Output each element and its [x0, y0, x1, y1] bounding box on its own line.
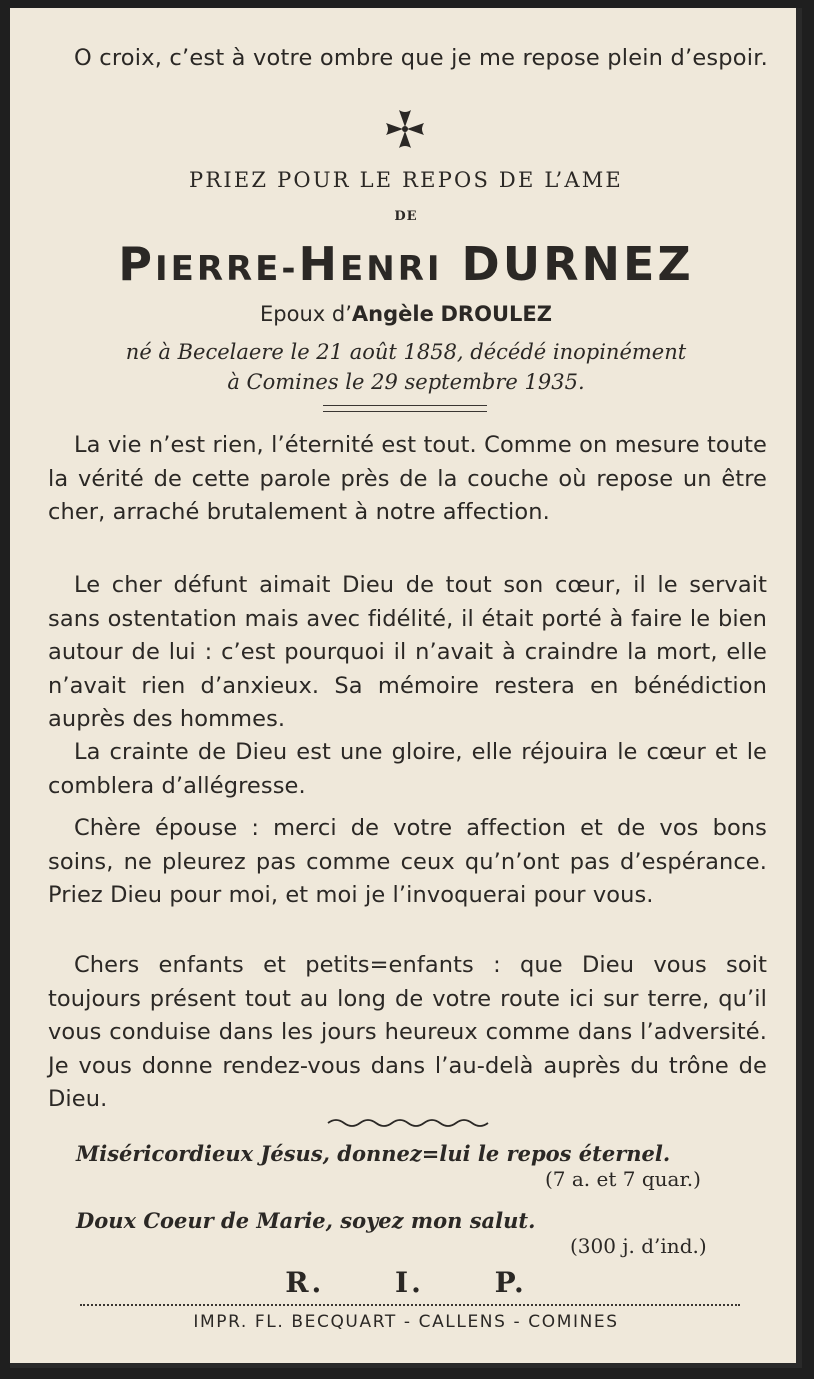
- paragraph-1: La vie n’est rien, l’éternité est tout. Comme on mesure toute la vérité de cette parole près de la couche où repose un être cher, arraché brutalement à notre affection.: [48, 432, 767, 525]
- name-initial-h: H: [298, 237, 341, 291]
- deceased-name: [10, 236, 802, 297]
- indulgence-1: (7 a. et 7 quar.): [545, 1167, 701, 1191]
- dotted-divider: [80, 1304, 740, 1306]
- paragraph-2: Le cher défunt aimait Dieu de tout son cœur, il le servait sans ostentation mais avec fidélité, il était porté à faire le bien autour de lui : c’est pourquoi il n’avait à craindre la mort, elle n’avait rien d’anxieux. Sa mémoire restera en bénédiction auprès des hommes.: [48, 572, 767, 732]
- cross-icon: [384, 108, 426, 150]
- name-initial-p: P: [118, 237, 155, 291]
- double-rule-divider: [323, 405, 487, 412]
- prayer-jesus: Miséricordieux Jésus, donnez=lui le repos éternel.: [76, 1141, 671, 1166]
- memorial-card: [10, 8, 802, 1368]
- pray-heading: PRIEZ POUR LE REPOS DE L’AME: [189, 168, 623, 192]
- printer-imprint: IMPR. FL. BECQUART - CALLENS - COMINES: [193, 1312, 619, 1332]
- epigraph: O croix, c’est à votre ombre que je me repose plein d’espoir.: [74, 45, 768, 71]
- rip-text: R. I. P.: [285, 1266, 527, 1299]
- name-rest-ierre: IERRE-: [154, 249, 299, 289]
- paragraph-4: Chère épouse : merci de votre affection et de vos bons soins, ne pleurez pas comme ceux qu’n’ont pas d’espérance. Priez Dieu pour moi, et moi je l’invoquerai pour vous.: [48, 815, 767, 908]
- wave-divider: [326, 1116, 492, 1130]
- de-word: DE: [394, 209, 418, 224]
- spouse-line: [10, 302, 802, 326]
- prayer-mary: Doux Coeur de Marie, soyez mon salut.: [76, 1208, 536, 1233]
- dates-block: [10, 337, 802, 397]
- name-rest-enri: ENRI: [340, 249, 443, 289]
- spouse-first-name: Angèle: [351, 302, 434, 326]
- indulgence-2: (300 j. d’ind.): [570, 1234, 707, 1258]
- spouse-prefix: Epoux d’: [260, 302, 352, 326]
- dates-line-2: à Comines le 29 septembre 1935.: [227, 370, 585, 394]
- paragraph-3: La crainte de Dieu est une gloire, elle réjouira le cœur et le comblera d’allégresse.: [48, 739, 767, 799]
- paragraph-5: Chers enfants et petits=enfants : que Dieu vous soit toujours présent tout au long de votre route ici sur terre, qu’il vous conduise dans les jours heureux comme dans l’adversité. Je vous donne rendez-vous dans l’au-delà auprès du trône de Dieu.: [48, 952, 767, 1112]
- name-surname: DURNEZ: [461, 237, 694, 291]
- dates-line-1: né à Becelaere le 21 août 1858, décédé inopinément: [125, 340, 687, 364]
- spouse-surname: DROULEZ: [440, 302, 552, 326]
